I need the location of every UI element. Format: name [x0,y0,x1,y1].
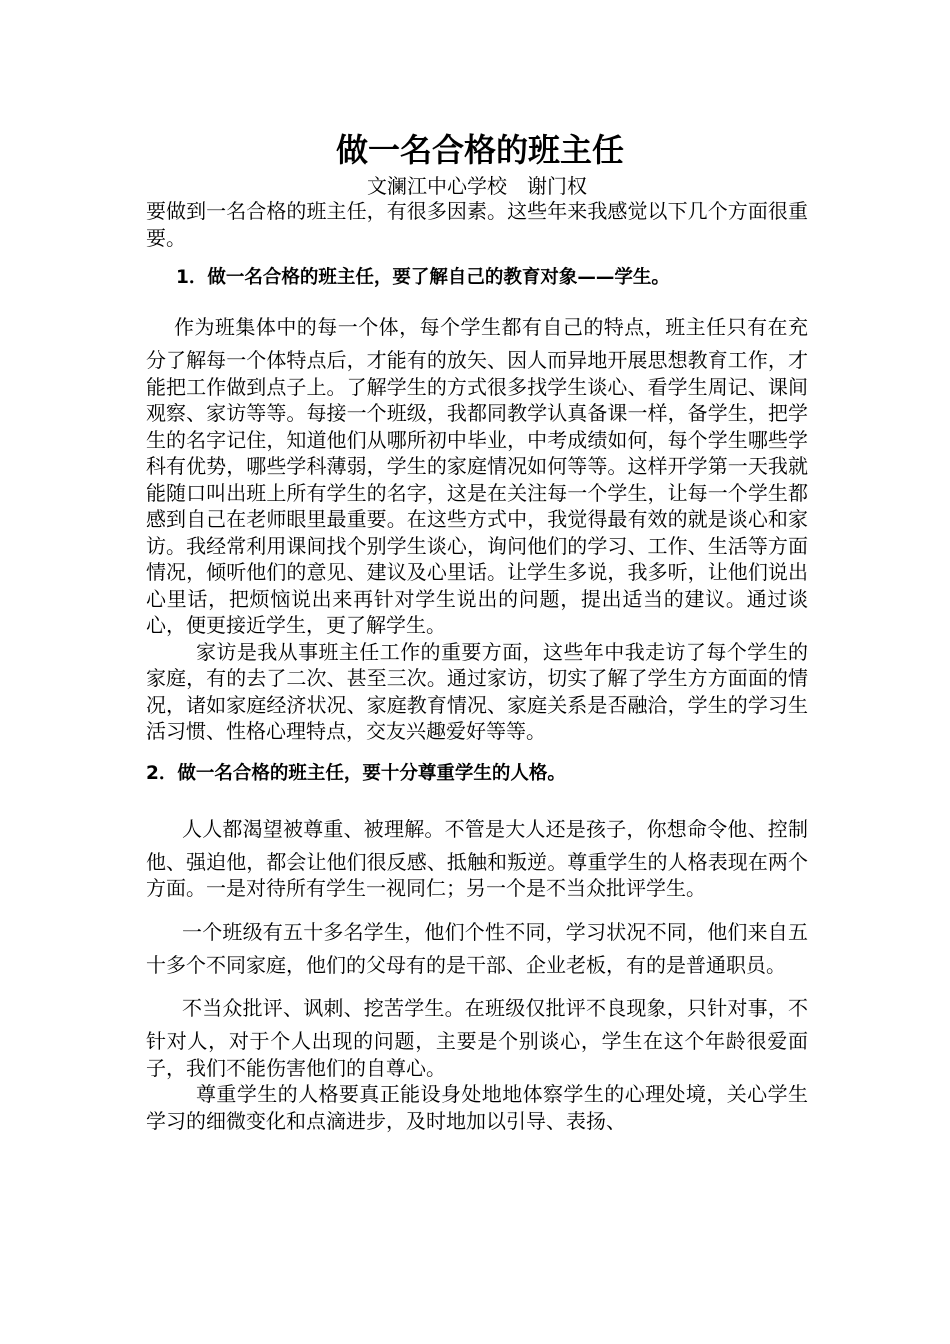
section-2-paragraph-2: 一个班级有五十多名学生，他们个性不同，学习状况不同，他们来自五十多个不同家庭，他们的父母有的是干部、企业老板，有的是普通职员。 [146,919,808,977]
section-1-paragraph-1: 作为班集体中的每一个体，每个学生都有自己的特点，班主任只有在充分了解每一个体特点后，才能有的放矢、因人而异地开展思想教育工作，才能把工作做到点子上。了解学生的方式很多找学生谈心、看学生周记、课间观察、家访等等。每接一个班级，我都同教学认真备课一样，备学生，把学生的名字记住，知道他们从哪所初中毕业，中考成绩如何，每个学生哪些学科有优势，哪些学科薄弱，学生的家庭情况如何等等。这样开学第一天我就能随口叫出班上所有学生的名字，这是在关注每一个学生，让每一个学生都感到自己在老师眼里最重要。在这些方式中，我觉得最有效的就是谈心和家访。我经常利用课间找个别学生谈心，询问他们的学习、工作、生活等方面情况，倾听他们的意见、建议及心里话。让学生多说，我多听，让他们说出心里话，把烦恼说出来再针对学生说出的问题，提出适当的建议。通过谈心，便更接近学生，更了解学生。 [146,315,808,637]
document-author: 文澜江中心学校 谢门权 [367,174,587,198]
section-heading-2: 2．做一名合格的班主任，要十分尊重学生的人格。 [146,762,566,784]
section-2-paragraph-4: 尊重学生的人格要真正能设身处地地体察学生的心理处境，关心学生学习的细微变化和点滴进步，及时地加以引导、表扬、 [146,1082,808,1133]
document-title: 做一名合格的班主任 [335,131,624,169]
section-heading-1: 1．做一名合格的班主任，要了解自己的教育对象——学生。 [176,267,670,288]
document-page [146,126,808,1134]
section-2-paragraph-1: 人人都渴望被尊重、被理解。不管是大人还是孩子，你想命令他、控制他、强迫他，都会让他们很反感、抵触和叛逆。尊重学生的人格表现在两个方面。一是对待所有学生一视同仁；另一个是不当众批评学生。 [146,816,808,900]
section-1-paragraph-2: 家访是我从事班主任工作的重要方面，这些年中我走访了每个学生的家庭，有的去了二次、甚至三次。通过家访，切实了解了学生方方面面的情况，诸如家庭经济状况、家庭教育情况、家庭关系是否融洽，学生的学习生活习惯、性格心理特点，交友兴趣爱好等等。 [146,639,808,743]
section-2-paragraph-3: 不当众批评、讽刺、挖苦学生。在班级仅批评不良现象，只针对事，不针对人，对于个人出现的问题，主要是个别谈心，学生在这个年龄很爱面子，我们不能伤害他们的自尊心。 [146,996,808,1080]
intro-paragraph: 要做到一名合格的班主任，有很多因素。这些年来我感觉以下几个方面很重要。 [146,199,808,250]
